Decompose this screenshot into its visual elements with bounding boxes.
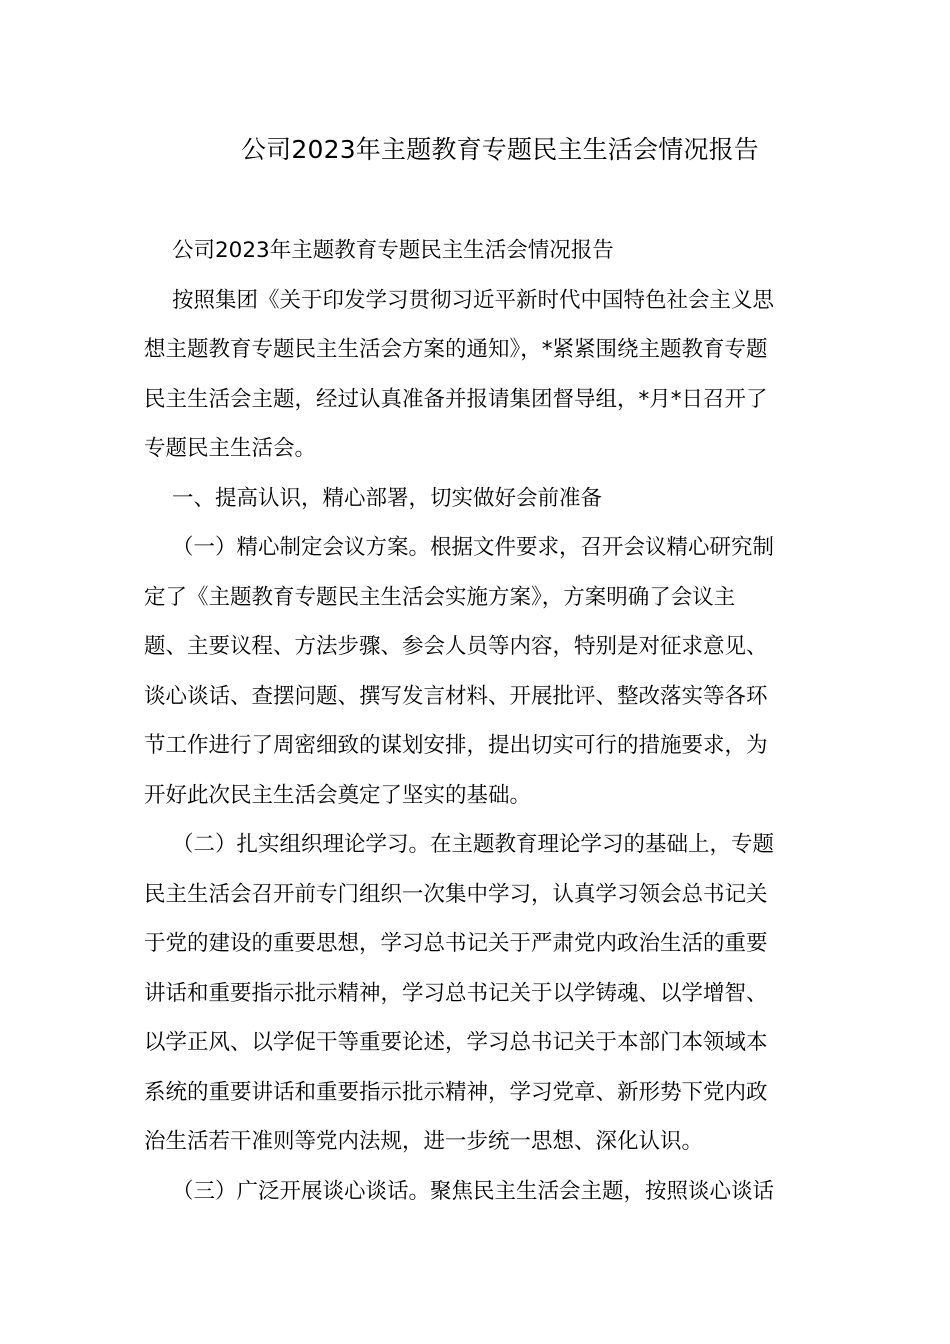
paragraph-line: 民主生活会召开前专门组织一次集中学习，认真学习领会总书记关 bbox=[144, 881, 768, 907]
paragraph-line: 民主生活会主题，经过认真准备并报请集团督导组，*月*日召开了 bbox=[144, 386, 768, 412]
paragraph-line: 定了《主题教育专题民主生活会实施方案》，方案明确了会议主 bbox=[144, 584, 736, 610]
paragraph-line: （三）广泛开展谈心谈话。聚焦民主生活会主题，按照谈心谈话 bbox=[172, 1178, 775, 1204]
paragraph-line: （二）扎实组织理论学习。在主题教育理论学习的基础上，专题 bbox=[172, 832, 775, 857]
paragraph-line: （一）精心制定会议方案。根据文件要求，召开会议精心研究制 bbox=[172, 535, 775, 560]
paragraph-line: 以学正风、以学促干等重要论述，学习总书记关于本部门本领域本 bbox=[144, 1030, 768, 1055]
body-heading: 公司2023年主题教育专题民主生活会情况报告 bbox=[172, 238, 614, 263]
paragraph-line: 专题民主生活会。 bbox=[144, 436, 317, 461]
paragraph-line: 按照集团《关于印发学习贯彻习近平新时代中国特色社会主义思 bbox=[172, 287, 775, 313]
paragraph-line: 开好此次民主生活会奠定了坚实的基础。 bbox=[144, 782, 532, 808]
paragraph-line: 于党的建设的重要思想，学习总书记关于严肃党内政治生活的重要 bbox=[144, 931, 768, 956]
document-title: 公司2023年主题教育专题民主生活会情况报告 bbox=[240, 135, 760, 164]
paragraph-line: 讲话和重要指示批示精神，学习总书记关于以学铸魂、以学增智、 bbox=[144, 980, 768, 1006]
section-heading: 一、提高认识，精心部署，切实做好会前准备 bbox=[172, 485, 603, 511]
paragraph-line: 治生活若干准则等党内法规，进一步统一思想、深化认识。 bbox=[144, 1129, 704, 1154]
paragraph-line: 系统的重要讲话和重要指示批示精神，学习党章、新形势下党内政 bbox=[144, 1079, 768, 1105]
paragraph-line: 题、主要议程、方法步骤、参会人员等内容，特别是对征求意见、 bbox=[144, 634, 768, 659]
paragraph-line: 想主题教育专题民主生活会方案的通知》，*紧紧围绕主题教育专题 bbox=[144, 337, 768, 362]
paragraph-line: 节工作进行了周密细致的谋划安排，提出切实可行的措施要求，为 bbox=[144, 733, 768, 758]
paragraph-line: 谈心谈话、查摆问题、撰写发言材料、开展批评、整改落实等各环 bbox=[144, 683, 768, 709]
document-body bbox=[144, 226, 814, 1216]
